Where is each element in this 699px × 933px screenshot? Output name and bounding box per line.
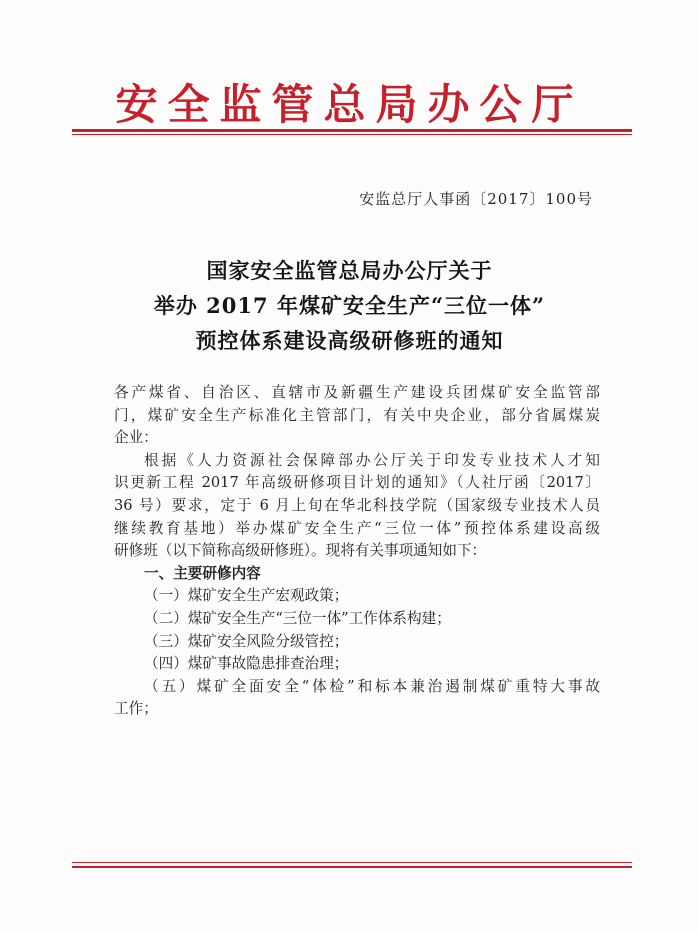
list-item: （二）煤矿安全生产“三位一体”工作体系构建；: [144, 609, 451, 627]
intro-line: 36 号）要求，定于 6 月上旬在华北科技学院（国家级专业技术人员: [114, 496, 600, 514]
list-item: （一）煤矿安全生产宏观政策；: [144, 587, 349, 605]
list-item: （三）煤矿安全风险分级管控；: [144, 632, 349, 650]
footer-rule-thin: [72, 862, 632, 863]
intro-line: 根据《人力资源社会保障部办公厅关于印发专业技术人才知: [144, 451, 600, 469]
recipients-line: 企业：: [114, 429, 158, 447]
letterhead-rule-thick: [72, 129, 632, 132]
recipients-line: 门，煤矿安全生产标准化主管部门，有关中央企业，部分省属煤炭: [114, 406, 600, 424]
title-line: 举办 2017 年煤矿安全生产“三位一体”: [153, 293, 546, 318]
list-item: （四）煤矿事故隐患排查治理；: [144, 655, 349, 673]
footer-rule-thick: [72, 866, 632, 868]
section-heading: 一、主要研修内容: [144, 564, 261, 582]
list-item-continuation: 工作；: [114, 700, 158, 718]
recipients-line: 各产煤省、自治区、直辖市及新疆生产建设兵团煤矿安全监管部: [114, 384, 600, 401]
list-item: （五）煤矿全面安全“体检”和标本兼治遏制煤矿重特大事故: [144, 677, 600, 695]
document-number: 安监总厅人事函〔2017〕100号: [359, 190, 593, 208]
letterhead-rule-thin: [72, 134, 632, 135]
document-body: [114, 382, 600, 721]
letterhead-title: 安全监管总局办公厅: [115, 80, 584, 129]
intro-line: 继续教育基地）举办煤矿安全生产“三位一体”预控体系建设高级: [114, 519, 600, 537]
title-line: 国家安全监管总局办公厅关于: [206, 258, 493, 283]
intro-line: 识更新工程 2017 年高级研修项目计划的通知》（人社厅函〔2017〕: [114, 474, 600, 492]
intro-line: 研修班（以下简称高级研修班）。现将有关事项通知如下：: [114, 542, 487, 560]
title-line: 预控体系建设高级研修班的通知: [195, 328, 504, 353]
document-title: [0, 253, 699, 358]
